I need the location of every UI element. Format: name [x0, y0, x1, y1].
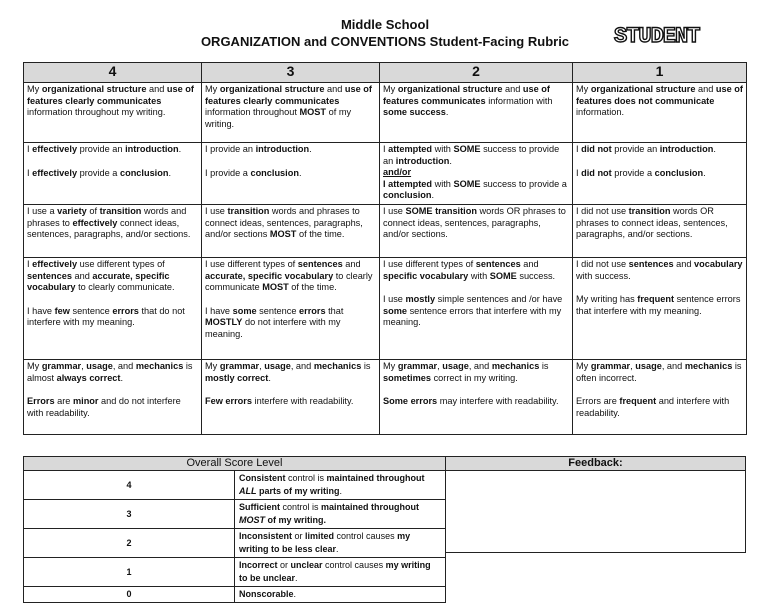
- rubric-cell-text: My organizational structure and use of features communicates information with some success.: [383, 84, 553, 118]
- level-4-header: 4: [24, 63, 202, 83]
- rubric-row: [24, 143, 747, 205]
- rubric-cell-level-2: [380, 83, 573, 143]
- rubric-cell-text: My organizational structure and use of features clearly communicates information throughout my writing.: [27, 84, 194, 118]
- rubric-cell-text: I effectively use different types of sentences and accurate, specific vocabulary to clearly communicate.: [27, 259, 175, 293]
- score-number: 3: [24, 500, 235, 529]
- rubric-cell-text: I use different types of sentences and accurate, specific vocabulary to clearly communicate MOST of the time.: [205, 259, 373, 293]
- score-description: Consistent control is maintained throughout ALL parts of my writing.: [235, 471, 446, 500]
- rubric-cell-text: I use transition words and phrases to connect ideas, sentences, paragraphs, and/or sections MOST of the time.: [205, 206, 363, 240]
- rubric-table: [23, 62, 747, 435]
- svg-text:STUDENT: STUDENT: [614, 24, 700, 49]
- score-number: 2: [24, 529, 235, 558]
- score-number: 4: [24, 471, 235, 500]
- rubric-cell-level-1: [573, 83, 747, 143]
- rubric-cell-text: My organizational structure and use of features does not communicate information.: [576, 84, 743, 118]
- rubric-row: [24, 360, 747, 435]
- rubric-cell-level-4: [24, 143, 202, 205]
- rubric-cell-text: I provide a conclusion.: [205, 167, 302, 178]
- rubric-cell-level-1: [573, 143, 747, 205]
- rubric-cell-level-2: [380, 360, 573, 435]
- rubric-cell-text: Few errors interfere with readability.: [205, 396, 354, 407]
- title-line-1: Middle School: [340, 17, 430, 32]
- rubric-cell-text: I did not provide a conclusion.: [576, 167, 706, 178]
- rubric-cell-level-2: [380, 143, 573, 205]
- rubric-row: [24, 258, 747, 360]
- rubric-cell-text: I use a variety of transition words and phrases to effectively connect ideas, sentences, paragraphs, and/or sections.: [27, 206, 191, 240]
- rubric-cell-level-3: [202, 360, 380, 435]
- rubric-cell-level-1: [573, 258, 747, 360]
- rubric-cell-level-2: [380, 205, 573, 258]
- rubric-cell-text: I effectively provide an introduction.: [27, 144, 182, 154]
- level-1-header: 1: [573, 63, 747, 83]
- level-2-header: 2: [380, 63, 573, 83]
- rubric-cell-text: Some errors may interfere with readability.: [383, 396, 559, 407]
- rubric-cell-text: I have few sentence errors that do not interfere with my meaning.: [27, 305, 185, 328]
- feedback-header: Feedback:: [446, 457, 745, 471]
- rubric-cell-text: My grammar, usage, and mechanics is sometimes correct in my writing.: [383, 361, 549, 383]
- rubric-cell-text: I use SOME transition words OR phrases to connect ideas, sentences, paragraphs, and/or sections.: [383, 206, 566, 240]
- student-logo: [612, 16, 732, 52]
- rubric-cell-text: I use mostly simple sentences and /or have some sentence errors that interfere with my meaning.: [383, 294, 563, 328]
- rubric-cell-text: My grammar, usage, and mechanics is almost always correct.: [27, 361, 193, 383]
- rubric-cell-text: I provide an introduction.: [205, 144, 312, 154]
- level-3-header: 3: [202, 63, 380, 83]
- rubric-cell-text: My organizational structure and use of features clearly communicates information throughout MOST of my writing.: [205, 84, 372, 129]
- rubric-cell-text: My grammar, usage, and mechanics is often incorrect.: [576, 361, 742, 383]
- rubric-cell-text: Errors are minor and do not interfere with readability.: [27, 396, 181, 418]
- rubric-cell-level-3: [202, 205, 380, 258]
- rubric-cell-text: I attempted with SOME success to provide an introduction. and/or I attempted with SOME success to provide a conclusion.: [383, 144, 567, 201]
- score-description: Nonscorable.: [235, 587, 446, 603]
- rubric-cell-level-4: [24, 360, 202, 435]
- rubric-cell-level-3: [202, 258, 380, 360]
- rubric-cell-text: My grammar, usage, and mechanics is mostly correct.: [205, 361, 371, 383]
- rubric-cell-text: I did not provide an introduction.: [576, 144, 716, 154]
- rubric-cell-text: I have some sentence errors that MOSTLY do not interfere with my meaning.: [205, 305, 344, 339]
- score-description: Sufficient control is maintained throughout MOST of my writing.: [235, 500, 446, 529]
- rubric-cell-level-4: [24, 258, 202, 360]
- score-row: [24, 500, 446, 529]
- rubric-cell-level-4: [24, 205, 202, 258]
- overall-score-table: [23, 456, 446, 603]
- page-title: [170, 16, 600, 50]
- rubric-cell-text: Errors are frequent and interfere with readability.: [576, 396, 730, 418]
- rubric-cell-level-2: [380, 258, 573, 360]
- rubric-row: [24, 83, 747, 143]
- score-row: [24, 587, 446, 603]
- rubric-row: [24, 205, 747, 258]
- score-number: 0: [24, 587, 235, 603]
- feedback-box: [445, 456, 746, 553]
- overall-score-header: Overall Score Level: [24, 457, 446, 471]
- title-line-2: ORGANIZATION and CONVENTIONS Student-Facing Rubric: [200, 34, 570, 49]
- rubric-cell-text: I effectively provide a conclusion.: [27, 167, 172, 178]
- rubric-cell-level-1: [573, 360, 747, 435]
- rubric-cell-level-1: [573, 205, 747, 258]
- rubric-cell-level-3: [202, 83, 380, 143]
- rubric-cell-text: I use different types of sentences and specific vocabulary with SOME success.: [383, 259, 556, 281]
- score-description: Inconsistent or limited control causes my writing to be less clear.: [235, 529, 446, 558]
- rubric-cell-text: I did not use sentences and vocabulary with success.: [576, 259, 743, 281]
- score-row: [24, 558, 446, 587]
- rubric-cell-level-3: [202, 143, 380, 205]
- rubric-cell-text: My writing has frequent sentence errors that interfere with my meaning.: [576, 294, 741, 316]
- rubric-cell-level-4: [24, 83, 202, 143]
- score-number: 1: [24, 558, 235, 587]
- score-row: [24, 529, 446, 558]
- rubric-cell-text: I did not use transition words OR phrases to connect ideas, sentences, paragraphs, and/or sections.: [576, 206, 728, 240]
- score-description: Incorrect or unclear control causes my writing to be unclear.: [235, 558, 446, 587]
- score-row: [24, 471, 446, 500]
